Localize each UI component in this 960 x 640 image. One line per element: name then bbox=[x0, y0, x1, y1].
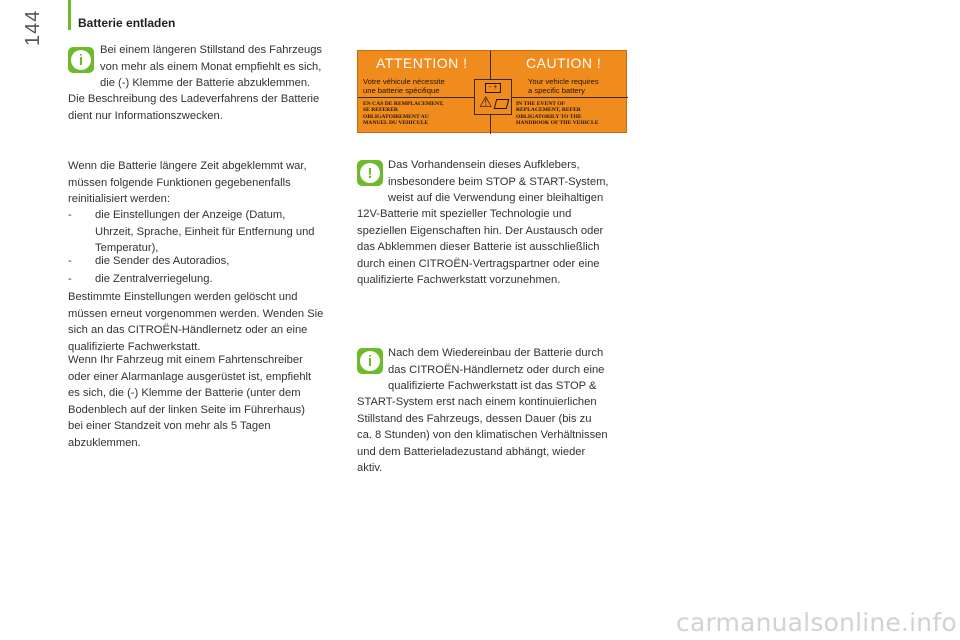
text-line: Bodenblech auf der linken Seite im Führerhaus) bbox=[68, 403, 305, 416]
text-line: 12V-Batterie mit spezieller Technologie und bbox=[357, 208, 572, 220]
text-line: qualifizierte Fachwerkstatt ist das STOP & bbox=[388, 380, 597, 393]
reinit-intro bbox=[68, 158, 307, 208]
info-icon: i bbox=[357, 348, 383, 374]
text-line: Votre véhicule nécessite bbox=[363, 77, 445, 86]
text-line: OBLIGATOIREMENT AU bbox=[363, 113, 429, 120]
text-line: Uhrzeit, Sprache, Einheit für Entfernung und bbox=[95, 225, 315, 238]
list-dash: - bbox=[68, 255, 72, 267]
warning-note bbox=[388, 157, 609, 207]
section-title: Batterie entladen bbox=[78, 16, 176, 30]
text-line: HANDBOOK OF THE VEHICLE bbox=[516, 120, 599, 127]
sticker-title-fr: ATTENTION ! bbox=[376, 55, 468, 71]
sticker-title-en: CAUTION ! bbox=[526, 55, 602, 71]
sticker-instruction-en bbox=[516, 101, 598, 127]
text-line: durch einen CITROËN-Vertragspartner oder eine bbox=[357, 257, 600, 270]
text-line: die Zentralverriegelung. bbox=[95, 273, 213, 285]
text-line: reinitialisiert werden: bbox=[68, 193, 170, 206]
text-line: die (-) Klemme der Batterie abzuklemmen. bbox=[100, 77, 311, 90]
text-line: EN CAS DE REMPLACEMENT, bbox=[363, 101, 444, 107]
text-line: Stillstand des Fahrzeugs, dessen Dauer (bis zu bbox=[357, 412, 592, 425]
sticker-instruction-fr bbox=[363, 101, 444, 127]
text-line: START-System erst nach einem kontinuierlichen bbox=[357, 396, 597, 408]
text-line: a specific battery bbox=[528, 86, 585, 95]
list-dash: - bbox=[68, 209, 72, 221]
info-icon: i bbox=[68, 47, 94, 73]
text-line: weist auf die Verwendung einer bleihaltigen bbox=[388, 192, 604, 205]
sticker-symbol-box bbox=[474, 79, 512, 115]
text-line: oder einer Alarmanlage ausgerüstet ist, empfiehlt bbox=[68, 370, 312, 383]
sticker-sub-fr bbox=[363, 77, 445, 95]
text-line: REPLACEMENT, REFER bbox=[516, 107, 581, 114]
list-dash: - bbox=[68, 273, 72, 285]
list-item bbox=[68, 271, 348, 288]
warning-note-cont bbox=[357, 206, 603, 289]
text-line: abzuklemmen. bbox=[68, 436, 141, 449]
text-line: Your vehicle requires bbox=[528, 77, 599, 86]
battery-warning-sticker bbox=[357, 50, 627, 133]
text-line: Das Vorhandensein dieses Aufklebers, bbox=[388, 159, 580, 171]
text-line: und dem Batterieladezustand abhängt, wieder bbox=[357, 445, 586, 458]
tachograph-note bbox=[68, 352, 311, 452]
text-line: Temperatur), bbox=[95, 242, 159, 255]
text-line: Wenn Ihr Fahrzeug mit einem Fahrtenschreiber bbox=[68, 354, 303, 366]
text-line: une batterie spécifique bbox=[363, 86, 440, 95]
text-line: MANUEL DU VEHICULE bbox=[363, 120, 429, 127]
text-line: aktiv. bbox=[357, 462, 383, 475]
text-line: Bei einem längeren Stillstand des Fahrzeugs bbox=[100, 44, 323, 56]
text-line: von mehr als einem Monat empfiehlt es sich, bbox=[100, 60, 322, 73]
text-line: die Sender des Autoradios, bbox=[95, 255, 230, 267]
battery-icon: - + bbox=[485, 83, 501, 93]
text-line: müssen folgende Funktionen gegebenenfalls bbox=[68, 176, 291, 189]
text-line: ca. 8 Stunden) von den klimatischen Verhältnissen bbox=[357, 429, 608, 442]
section-accent-bar bbox=[68, 0, 71, 30]
settings-note bbox=[68, 289, 323, 355]
list-item bbox=[68, 207, 348, 257]
list-item bbox=[68, 253, 348, 270]
text-line: bei einer Standzeit von mehr als 5 Tagen bbox=[68, 420, 271, 433]
text-line: Bestimmte Einstellungen werden gelöscht und bbox=[68, 291, 298, 303]
text-line: Nach dem Wiedereinbau der Batterie durch bbox=[388, 347, 604, 359]
text-line: qualifizierte Fachwerkstatt vorzunehmen. bbox=[357, 274, 561, 287]
text-line: SE REFERER bbox=[363, 107, 398, 114]
charging-description bbox=[68, 91, 319, 124]
manual-book-icon bbox=[494, 99, 510, 109]
stop-start-note bbox=[388, 345, 604, 395]
stop-start-note-cont bbox=[357, 394, 608, 477]
page-number: 144 bbox=[22, 9, 44, 46]
text-line: müssen erneut vorgenommen werden. Wenden Sie bbox=[68, 307, 324, 320]
text-line: qualifizierte Fachwerkstatt. bbox=[68, 340, 201, 353]
text-line: es sich, die (-) Klemme der Batterie (unter dem bbox=[68, 387, 301, 400]
text-line: das CITROËN-Händlernetz oder durch eine bbox=[388, 363, 605, 376]
text-line: Wenn die Batterie längere Zeit abgeklemmt war, bbox=[68, 160, 307, 172]
text-line: speziellen Eigenschaften hin. Der Austausch oder bbox=[357, 224, 604, 237]
text-line: dient nur Informationszwecken. bbox=[68, 109, 223, 122]
text-line: das Abklemmen dieser Batterie ist ausschließlich bbox=[357, 241, 600, 254]
text-line: die Einstellungen der Anzeige (Datum, bbox=[95, 209, 286, 221]
text-line: sich an das CITROËN-Händlernetz oder an eine bbox=[68, 324, 308, 337]
sticker-sub-en bbox=[528, 77, 599, 95]
info-note bbox=[100, 42, 322, 92]
watermark: carmanualsonline.info bbox=[676, 608, 957, 637]
text-line: Die Beschreibung des Ladeverfahrens der Batterie bbox=[68, 93, 320, 105]
text-line: IN THE EVENT OF bbox=[516, 101, 566, 107]
text-line: insbesondere beim STOP & START-System, bbox=[388, 175, 609, 188]
text-line: OBLIGATORILY TO THE bbox=[516, 113, 582, 120]
warning-triangle-icon: ⚠ bbox=[479, 94, 493, 111]
warning-icon: ! bbox=[357, 160, 383, 186]
